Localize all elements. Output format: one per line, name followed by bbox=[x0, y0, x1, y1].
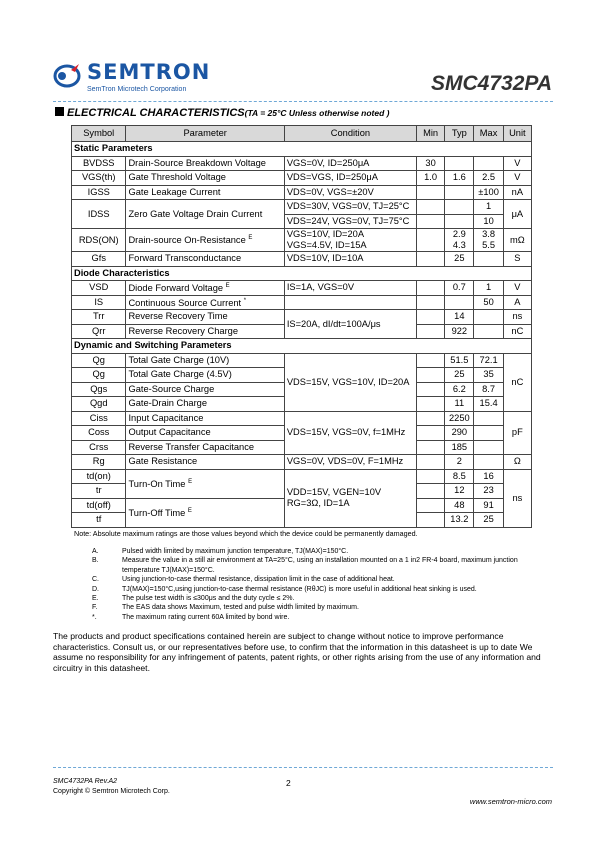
col-min: Min bbox=[416, 126, 444, 142]
symbol-cell: Crss bbox=[72, 440, 126, 455]
typ-cell: 290 bbox=[445, 426, 474, 441]
typ-cell: 922 bbox=[445, 324, 474, 339]
typ-cell: 185 bbox=[445, 440, 474, 455]
footnote-item bbox=[92, 585, 552, 594]
min-cell bbox=[416, 426, 444, 441]
symbol-cell: Qrr bbox=[72, 324, 126, 339]
footnote-text: Measure the value in a still air environment at TA=25°C, using an installation mounted on a 1 in2 FR-4 board, maximum junction temperature TJ(MAX)=150°C. bbox=[122, 557, 518, 574]
unit-cell: V bbox=[503, 281, 531, 296]
max-value: 3.8 bbox=[482, 229, 496, 239]
min-cell bbox=[416, 484, 444, 499]
parameter-cell: Reverse Recovery Time bbox=[126, 310, 284, 325]
section-row bbox=[72, 339, 532, 354]
typ-cell bbox=[445, 214, 474, 229]
typ-cell bbox=[445, 229, 474, 252]
max-cell: ±100 bbox=[474, 185, 503, 200]
min-cell bbox=[416, 353, 444, 368]
unit-cell: nC bbox=[503, 324, 531, 339]
unit-cell: V bbox=[503, 171, 531, 186]
condition-cell: VDS=15V, VGS=10V, ID=20A bbox=[284, 353, 416, 411]
min-cell bbox=[416, 214, 444, 229]
semtron-logo-icon bbox=[53, 60, 83, 90]
section-title bbox=[55, 107, 390, 119]
static-parameters-title: Static Parameters bbox=[72, 142, 532, 157]
min-cell bbox=[416, 411, 444, 426]
symbol-cell: td(on) bbox=[72, 469, 126, 484]
table-row bbox=[72, 229, 532, 252]
footnote-item bbox=[92, 547, 552, 556]
typ-cell: 0.7 bbox=[445, 281, 474, 296]
min-cell bbox=[416, 469, 444, 484]
parameter-cell: Input Capacitance bbox=[126, 411, 284, 426]
unit-cell: Ω bbox=[503, 455, 531, 470]
footnote-key: D. bbox=[92, 585, 99, 593]
footnote-item bbox=[92, 603, 552, 612]
min-cell bbox=[416, 455, 444, 470]
min-cell: 1.0 bbox=[416, 171, 444, 186]
condition-cell bbox=[284, 229, 416, 252]
symbol-cell: VGS(th) bbox=[72, 171, 126, 186]
max-value: 5.5 bbox=[482, 240, 496, 250]
parameter-cell: Gate Threshold Voltage bbox=[126, 171, 284, 186]
condition-line: VGS=10V, ID=20A bbox=[286, 229, 365, 239]
condition-cell: IS=1A, VGS=0V bbox=[284, 281, 416, 296]
bullet-square-icon bbox=[55, 107, 64, 116]
typ-cell: 51.5 bbox=[445, 353, 474, 368]
footnote-text: The pulse test width is ≤300μs and the duty cycle ≤ 2%. bbox=[122, 595, 295, 603]
max-cell: 2.5 bbox=[474, 171, 503, 186]
max-cell: 72.1 bbox=[474, 353, 503, 368]
symbol-cell: BVDSS bbox=[72, 156, 126, 171]
symbol-cell: Qg bbox=[72, 353, 126, 368]
electrical-characteristics-table bbox=[71, 125, 532, 528]
symbol-cell: tr bbox=[72, 484, 126, 499]
min-cell bbox=[416, 440, 444, 455]
max-cell: 1 bbox=[474, 281, 503, 296]
min-cell bbox=[416, 281, 444, 296]
footnote-text: Pulsed width limited by maximum junction temperature, TJ(MAX)=150°C. bbox=[122, 548, 349, 555]
max-cell bbox=[474, 411, 503, 426]
parameter-cell bbox=[126, 229, 284, 252]
col-symbol: Symbol bbox=[72, 126, 126, 142]
parameter-cell bbox=[126, 295, 284, 310]
max-cell bbox=[474, 156, 503, 171]
min-cell bbox=[416, 382, 444, 397]
symbol-cell: Ciss bbox=[72, 411, 126, 426]
section-row bbox=[72, 142, 532, 157]
table-row bbox=[72, 185, 532, 200]
footnote-text: The maximum rating current 60A limited by bond wire. bbox=[122, 613, 290, 621]
symbol-cell: Qgs bbox=[72, 382, 126, 397]
footnote-text: Using junction-to-case thermal resistance, dissipation limit in the case of additional heat. bbox=[122, 576, 395, 584]
condition-cell: VDS=VGS, ID=250μA bbox=[284, 171, 416, 186]
max-cell: 1 bbox=[474, 200, 503, 215]
symbol-cell: VSD bbox=[72, 281, 126, 296]
table-row bbox=[72, 295, 532, 310]
section-condition: (TA = 25°C Unless otherwise noted ) bbox=[244, 108, 390, 118]
section-row bbox=[72, 266, 532, 281]
col-parameter: Parameter bbox=[126, 126, 284, 142]
min-cell bbox=[416, 295, 444, 310]
footer-divider bbox=[53, 767, 553, 768]
unit-cell: nA bbox=[503, 185, 531, 200]
dynamic-switching-title: Dynamic and Switching Parameters bbox=[72, 339, 532, 354]
max-cell bbox=[474, 455, 503, 470]
table-row bbox=[72, 310, 532, 325]
parameter-cell: Gate-Source Charge bbox=[126, 382, 284, 397]
max-cell: 16 bbox=[474, 469, 503, 484]
min-cell bbox=[416, 200, 444, 215]
parameter-cell bbox=[126, 498, 284, 527]
symbol-cell: Rg bbox=[72, 455, 126, 470]
footnote-mark: E bbox=[225, 283, 230, 290]
footnote-text: TJ(MAX)=150°C,using junction-to-case thermal resistance (RθJC) is more useful in additional heat sinking is used. bbox=[122, 585, 477, 593]
parameter-text: Turn-Off Time bbox=[128, 508, 186, 519]
typ-cell: 13.2 bbox=[445, 513, 474, 528]
table-row bbox=[72, 171, 532, 186]
condition-cell: IS=20A, dI/dt=100A/μs bbox=[284, 310, 416, 339]
part-number: SMC4732PA bbox=[431, 72, 552, 95]
symbol-cell: td(off) bbox=[72, 498, 126, 513]
unit-cell: A bbox=[503, 295, 531, 310]
logo-subtitle: SemTron Microtech Corporation bbox=[87, 86, 187, 93]
min-cell bbox=[416, 513, 444, 528]
symbol-cell: IGSS bbox=[72, 185, 126, 200]
typ-cell: 14 bbox=[445, 310, 474, 325]
footnote-mark: E bbox=[187, 507, 192, 514]
header-divider bbox=[53, 101, 553, 102]
typ-cell: 1.6 bbox=[445, 171, 474, 186]
symbol-cell: RDS(ON) bbox=[72, 229, 126, 252]
max-cell bbox=[474, 440, 503, 455]
min-cell bbox=[416, 185, 444, 200]
parameter-cell bbox=[126, 469, 284, 498]
parameter-cell: Forward Transconductance bbox=[126, 252, 284, 267]
table-row bbox=[72, 200, 532, 215]
max-cell: 15.4 bbox=[474, 397, 503, 412]
typ-value: 2.9 bbox=[452, 229, 466, 239]
typ-cell: 11 bbox=[445, 397, 474, 412]
typ-cell: 8.5 bbox=[445, 469, 474, 484]
footnote-key: E. bbox=[92, 595, 99, 603]
symbol-cell: Trr bbox=[72, 310, 126, 325]
parameter-cell: Gate Resistance bbox=[126, 455, 284, 470]
footnote-item bbox=[92, 575, 552, 584]
diode-characteristics-title: Diode Characteristics bbox=[72, 266, 532, 281]
footnote-key: A. bbox=[92, 548, 99, 555]
condition-cell bbox=[284, 469, 416, 527]
parameter-cell: Reverse Transfer Capacitance bbox=[126, 440, 284, 455]
col-unit: Unit bbox=[503, 126, 531, 142]
unit-cell: S bbox=[503, 252, 531, 267]
max-cell bbox=[474, 310, 503, 325]
unit-cell: ns bbox=[503, 310, 531, 325]
condition-cell: VDS=15V, VGS=0V, f=1MHz bbox=[284, 411, 416, 455]
min-cell bbox=[416, 397, 444, 412]
table-row bbox=[72, 469, 532, 484]
table-row bbox=[72, 455, 532, 470]
footnote-key: F. bbox=[92, 604, 98, 612]
symbol-cell: Qgd bbox=[72, 397, 126, 412]
max-cell: 10 bbox=[474, 214, 503, 229]
footnote-key: B. bbox=[92, 557, 99, 565]
typ-cell: 6.2 bbox=[445, 382, 474, 397]
unit-cell: nC bbox=[503, 353, 531, 411]
min-cell bbox=[416, 498, 444, 513]
footnote-key: *. bbox=[92, 613, 97, 621]
symbol-cell: IS bbox=[72, 295, 126, 310]
parameter-cell: Total Gate Charge (10V) bbox=[126, 353, 284, 368]
symbol-cell: Coss bbox=[72, 426, 126, 441]
footnote-mark: E bbox=[188, 478, 193, 485]
parameter-cell: Gate-Drain Charge bbox=[126, 397, 284, 412]
min-cell bbox=[416, 368, 444, 383]
footnotes-list bbox=[92, 547, 552, 622]
typ-cell: 25 bbox=[445, 252, 474, 267]
condition-cell: VDS=0V, VGS=±20V bbox=[284, 185, 416, 200]
symbol-cell: Gfs bbox=[72, 252, 126, 267]
max-cell bbox=[474, 229, 503, 252]
website-link[interactable]: www.semtron-micro.com bbox=[469, 797, 552, 806]
col-condition: Condition bbox=[284, 126, 416, 142]
condition-cell: VDS=30V, VGS=0V, TJ=25°C bbox=[284, 200, 416, 215]
min-cell bbox=[416, 229, 444, 252]
parameter-cell: Reverse Recovery Charge bbox=[126, 324, 284, 339]
parameter-text: Continuous Source Current bbox=[128, 297, 242, 308]
logo-text: SEMTRON bbox=[87, 60, 211, 84]
max-cell: 91 bbox=[474, 498, 503, 513]
unit-cell: mΩ bbox=[503, 229, 531, 252]
unit-cell: pF bbox=[503, 411, 531, 455]
unit-cell: V bbox=[503, 156, 531, 171]
parameter-text: Drain-source On-Resistance bbox=[128, 235, 246, 246]
condition-line: RG=3Ω, ID=1A bbox=[286, 498, 350, 508]
parameter-cell bbox=[126, 281, 284, 296]
disclaimer-paragraph: The products and product specifications contained herein are subject to change without notice to improve performance characteristics. Consult us, or our representatives before use, to confirm that the information in this datasheet is up to date We assume no responsibility for any infringement of patents, patent rights, or other rights arising from the use of any information and circuitry in this datasheet. bbox=[53, 631, 541, 673]
footer-left bbox=[53, 777, 170, 796]
company-logo bbox=[53, 58, 223, 98]
parameter-text: Turn-On Time bbox=[128, 479, 186, 490]
table-row bbox=[72, 411, 532, 426]
condition-cell: VDS=24V, VGS=0V, TJ=75°C bbox=[284, 214, 416, 229]
max-cell: 25 bbox=[474, 513, 503, 528]
section-title-text: ELECTRICAL CHARACTERISTICS bbox=[67, 107, 245, 119]
parameter-cell: Total Gate Charge (4.5V) bbox=[126, 368, 284, 383]
parameter-cell: Zero Gate Voltage Drain Current bbox=[126, 200, 284, 229]
footnote-item bbox=[92, 594, 552, 603]
unit-cell: ns bbox=[503, 469, 531, 527]
typ-cell bbox=[445, 200, 474, 215]
footnote-mark: E bbox=[248, 235, 253, 242]
typ-cell: 25 bbox=[445, 368, 474, 383]
footnote-key: C. bbox=[92, 576, 99, 584]
typ-cell bbox=[445, 185, 474, 200]
condition-cell: VGS=0V, ID=250μA bbox=[284, 156, 416, 171]
parameter-cell: Output Capacitance bbox=[126, 426, 284, 441]
footnote-item bbox=[92, 613, 552, 622]
footnote-mark: * bbox=[243, 297, 247, 304]
typ-cell bbox=[445, 295, 474, 310]
condition-line: VDD=15V, VGEN=10V bbox=[286, 487, 382, 497]
symbol-cell: tf bbox=[72, 513, 126, 528]
max-cell bbox=[474, 252, 503, 267]
col-max: Max bbox=[474, 126, 503, 142]
typ-cell: 12 bbox=[445, 484, 474, 499]
condition-cell bbox=[284, 295, 416, 310]
typ-cell: 2250 bbox=[445, 411, 474, 426]
copyright-label: Copyright © Semtron Microtech Corp. bbox=[53, 787, 170, 795]
parameter-cell: Drain-Source Breakdown Voltage bbox=[126, 156, 284, 171]
parameter-cell: Gate Leakage Current bbox=[126, 185, 284, 200]
condition-cell: VDS=10V, ID=10A bbox=[284, 252, 416, 267]
min-cell: 30 bbox=[416, 156, 444, 171]
condition-cell: VGS=0V, VDS=0V, F=1MHz bbox=[284, 455, 416, 470]
table-row bbox=[72, 156, 532, 171]
table-row bbox=[72, 353, 532, 368]
symbol-cell: IDSS bbox=[72, 200, 126, 229]
min-cell bbox=[416, 252, 444, 267]
unit-cell: μA bbox=[503, 200, 531, 229]
col-typ: Typ bbox=[445, 126, 474, 142]
table-row bbox=[72, 281, 532, 296]
min-cell bbox=[416, 324, 444, 339]
max-cell: 23 bbox=[474, 484, 503, 499]
typ-cell bbox=[445, 156, 474, 171]
symbol-cell: Qg bbox=[72, 368, 126, 383]
max-cell bbox=[474, 324, 503, 339]
min-cell bbox=[416, 310, 444, 325]
max-cell bbox=[474, 426, 503, 441]
max-cell: 35 bbox=[474, 368, 503, 383]
absolute-max-note: Note: Absolute maximum ratings are those values beyond which the device could be permanently damaged. bbox=[74, 529, 418, 538]
table-header-row bbox=[72, 126, 532, 142]
revision-label: SMC4732PA Rev.A2 bbox=[53, 778, 118, 785]
condition-line: VGS=4.5V, ID=15A bbox=[286, 240, 367, 250]
page-number: 2 bbox=[286, 778, 291, 788]
footnote-text: The EAS data shows Maximum, tested and pulse width limited by maximum. bbox=[122, 604, 359, 612]
footnote-item bbox=[92, 556, 552, 575]
typ-value: 4.3 bbox=[452, 240, 466, 250]
parameter-text: Diode Forward Voltage bbox=[128, 283, 224, 294]
max-cell: 50 bbox=[474, 295, 503, 310]
table-row bbox=[72, 252, 532, 267]
typ-cell: 48 bbox=[445, 498, 474, 513]
typ-cell: 2 bbox=[445, 455, 474, 470]
max-cell: 8.7 bbox=[474, 382, 503, 397]
